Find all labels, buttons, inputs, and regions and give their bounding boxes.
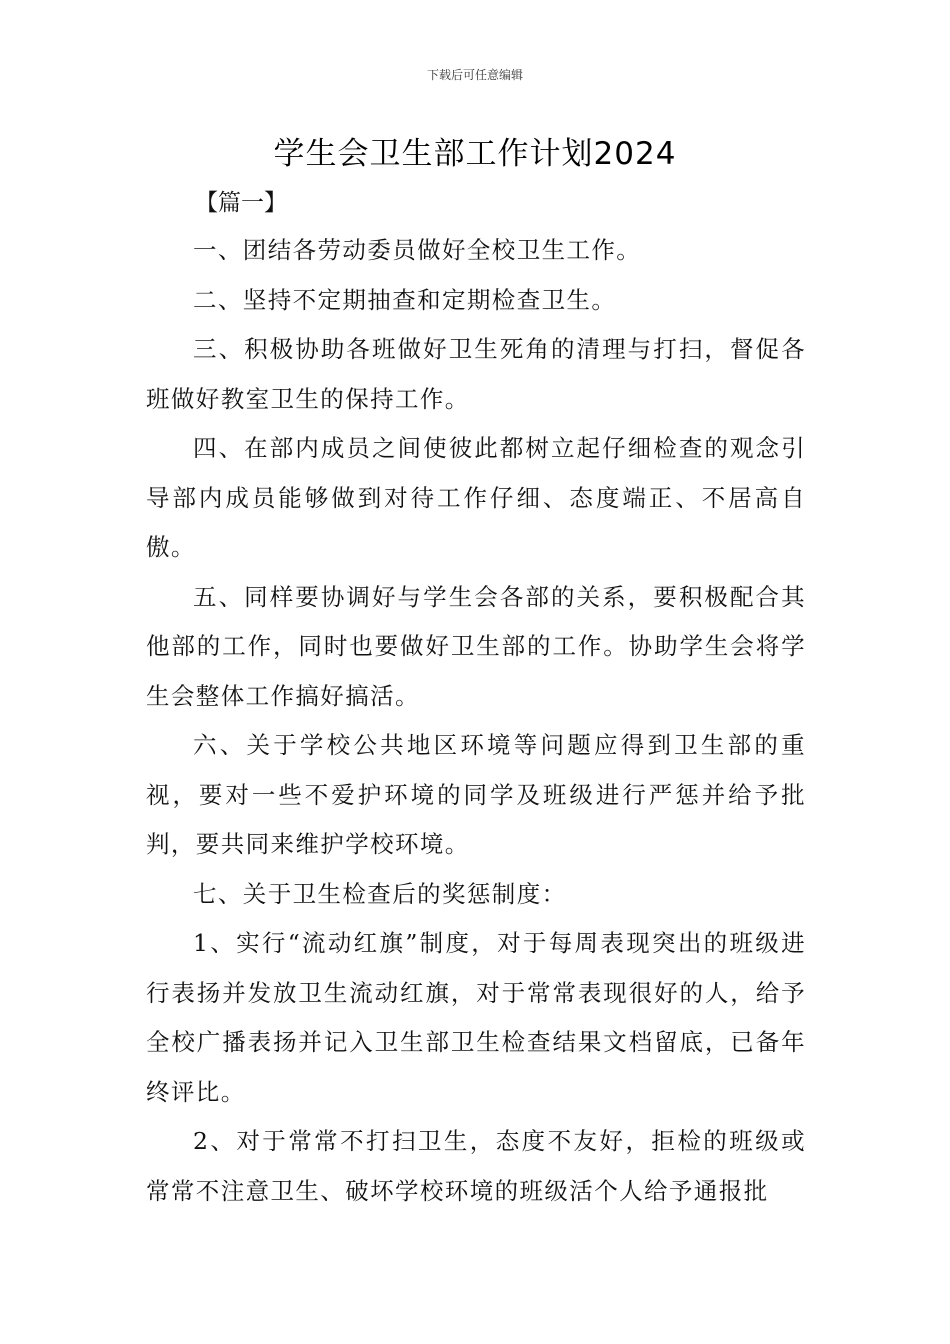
document-body [146, 226, 806, 1216]
paragraph-2: 二、坚持不定期抽查和定期检查卫生。 [193, 285, 617, 314]
paragraph-4: 四、在部内成员之间使彼此都树立起仔细检查的观念引导部内成员能够做到对待工作仔细、态度端正、不居高自傲。 [146, 434, 806, 561]
paragraph-5: 五、同样要协调好与学生会各部的关系，要积极配合其他部的工作，同时也要做好卫生部的工作。协助学生会将学生会整体工作搞好搞活。 [146, 582, 806, 710]
paragraph-6: 六、关于学校公共地区环境等问题应得到卫生部的重视，要对一些不爱护环境的同学及班级进行严惩并给予批判，要共同来维护学校环境。 [146, 731, 806, 858]
document-title: 学生会卫生部工作计划2024 [273, 136, 677, 172]
header-note: 下载后可任意编辑 [426, 68, 523, 82]
paragraph-8: 1、实行“流动红旗”制度，对于每周表现突出的班级进行表扬并发放卫生流动红旗，对于常常表现很好的人，给予全校广播表扬并记入卫生部卫生检查结果文档留底，已备年终评比。 [146, 929, 806, 1106]
paragraph-9: 2、对于常常不打扫卫生，态度不友好，拒检的班级或常常不注意卫生、破坏学校环境的班级活个人给予通报批 [146, 1127, 806, 1205]
paragraph-3: 三、积极协助各班做好卫生死角的清理与打扫，督促各班做好教室卫生的保持工作。 [146, 335, 806, 413]
section-label: 【篇一】 [195, 190, 287, 216]
paragraph-7: 七、关于卫生检查后的奖惩制度： [193, 879, 567, 908]
paragraph-1: 一、团结各劳动委员做好全校卫生工作。 [193, 236, 642, 264]
